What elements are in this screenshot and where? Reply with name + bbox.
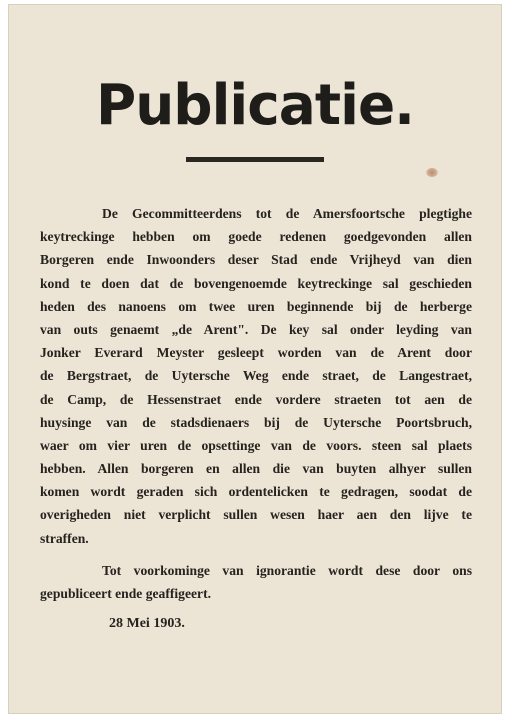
body-line: gepubliceert ende geaffigeert. [40,586,211,601]
poster-title: Publicatie. [95,73,415,138]
body-line: huysinge van de stadsdienaers bij de Uytersche Poortsbruch, [40,414,472,430]
body-line: kond te doen dat de bovengenoemde keytreckinge sal geschieden [40,275,472,291]
body-line: komen wordt geraden sich ordentelicken te gedragen, soodat de [40,484,472,500]
poster-date: 28 Mei 1903. [109,616,185,631]
title-divider [186,157,324,162]
body-line: keytreckinge hebben om goede redenen goedgevonden allen [40,229,472,245]
body-line: Borgeren ende Inwoonders deser Stad ende Vrijheyd van dien [40,252,472,268]
body-line: Jonker Everard Meyster gesleept worden van de Arent door [40,345,472,361]
body-line: waer om vier uren de opsettinge van de voors. steen sal plaets [40,437,472,453]
body-line: van outs genaemt „de Arent". De key sal onder leyding van [40,321,472,337]
body-line: Tot voorkominge van ignorantie wordt dese door ons [102,562,472,578]
body-line: heden des nanoens om twee uren beginnende bij de herberge [40,298,472,314]
body-line: De Gecommitteerdens tot de Amersfoortsche plegtighe [102,206,472,221]
paragraph-gap [40,550,472,559]
poster-body [40,202,472,605]
body-line: hebben. Allen borgeren en allen die van buyten alhyer sullen [40,461,472,477]
body-line: de Camp, de Hessenstraet ende vordere straeten tot aen de [40,391,472,407]
body-line: straffen. [40,530,89,546]
paper-stain [426,168,438,177]
poster-sheet [8,4,502,714]
body-line: overigheden niet verplicht sullen wesen haer aen den lijve te [40,507,472,523]
body-line: de Bergstraet, de Uytersche Weg ende straet, de Langestraet, [40,368,472,384]
